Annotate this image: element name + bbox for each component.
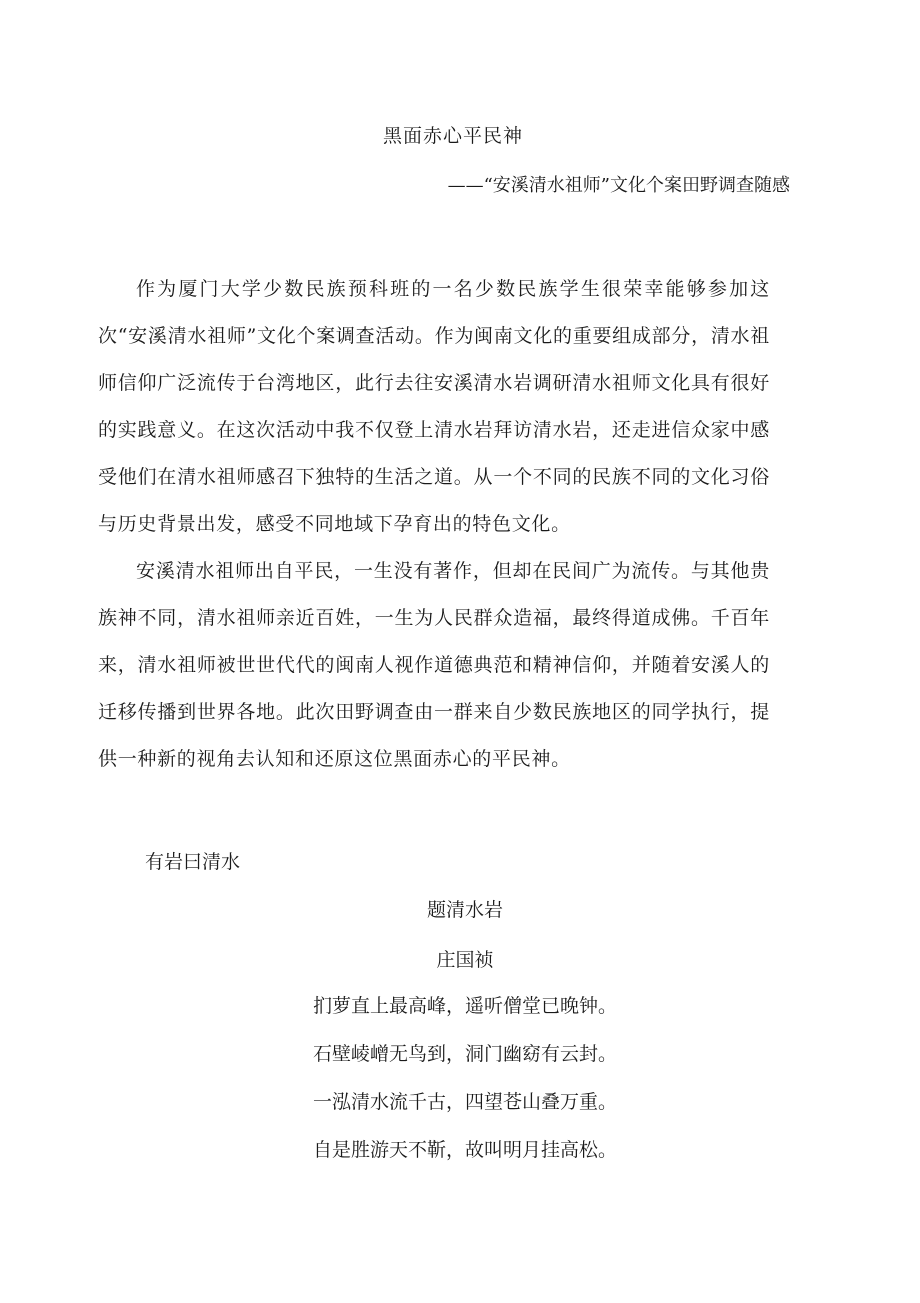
poem-line-1: 扪萝直上最高峰，遥听僧堂已晚钟。	[312, 995, 617, 1017]
poem-line-4: 自是胜游天不靳，故叫明月挂高松。	[312, 1139, 617, 1161]
poem-line-3: 一泓清水流千古，四望苍山叠万重。	[312, 1091, 617, 1113]
section-heading: 有岩曰清水	[145, 851, 241, 873]
poem-author: 庄国祯	[436, 949, 494, 971]
poem-line-2: 石壁崚嶒无鸟到，洞门幽窈有云封。	[312, 1043, 617, 1065]
poem-title: 题清水岩	[426, 899, 503, 921]
body-paragraph-2: 安溪清水祖师出自平民，一生没有著作，但却在民间广为流传。与其他贵族神不同，清水祖师亲近百姓，一生为人民群众造福，最终得道成佛。千百年来，清水祖师被世世代代的闽南人视作道德典范和精神信仰，并随着安溪人的迁移传播到世界各地。此次田野调查由一群来自少数民族地区的同学执行，提供一种新的视角去认知和还原这位黑面赤心的平民神。	[98, 560, 770, 770]
body-paragraph-1: 作为厦门大学少数民族预科班的一名少数民族学生很荣幸能够参加这次“安溪清水祖师”文化个案调查活动。作为闽南文化的重要组成部分，清水祖师信仰广泛流传于台湾地区，此行去往安溪清水岩调研清水祖师文化具有很好的实践意义。在这次活动中我不仅登上清水岩拜访清水岩，还走进信众家中感受他们在清水祖师感召下独特的生活之道。从一个不同的民族不同的文化习俗与历史背景出发，感受不同地域下孕育出的特色文化。	[98, 278, 770, 535]
poem-block	[200, 896, 730, 1184]
document-title: 黑面赤心平民神	[382, 125, 523, 147]
document-subtitle: ——“安溪清水祖师”文化个案田野调查随感	[447, 175, 790, 196]
document-body	[98, 266, 770, 783]
